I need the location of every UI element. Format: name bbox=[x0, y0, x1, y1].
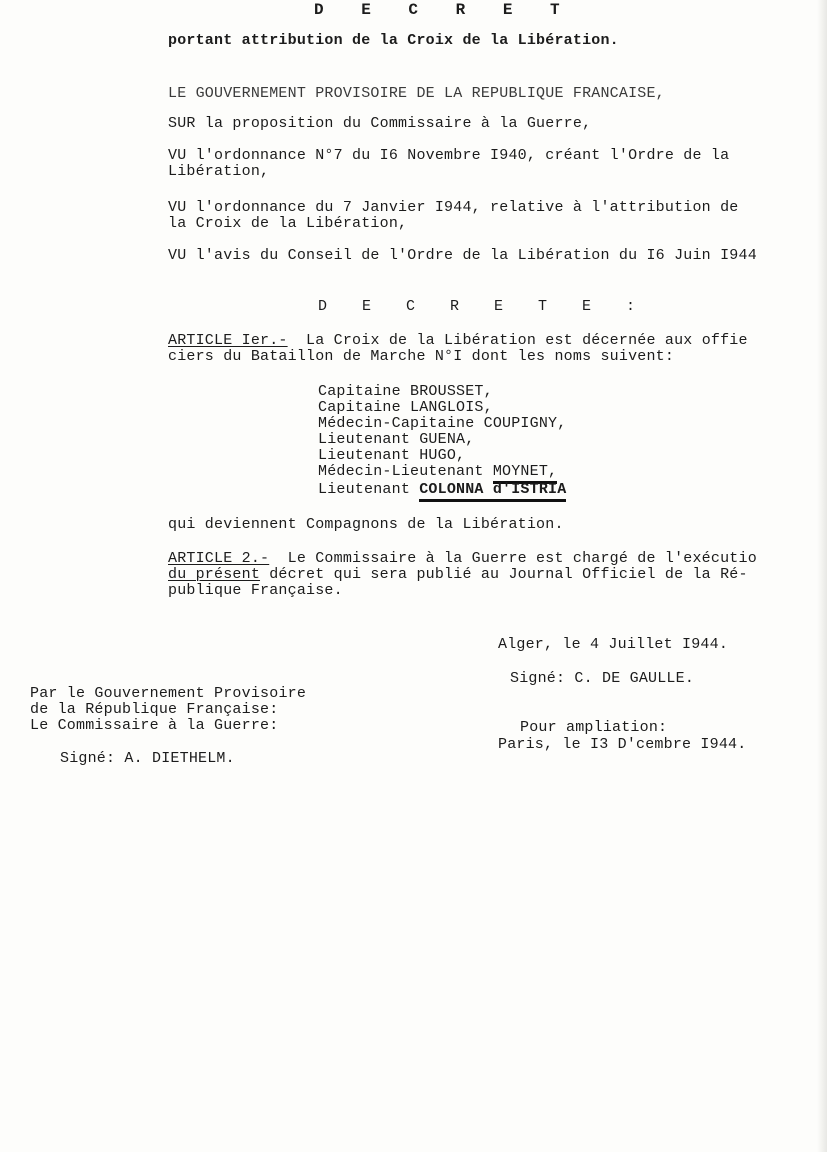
signature-de-gaulle: Signé: C. DE GAULLE. bbox=[510, 670, 695, 687]
article-2-text-1: Le Commissaire à la Guerre est chargé de l'exécutio bbox=[269, 550, 757, 567]
article-2-text-2: décret qui sera publié au Journal Officiel de la Ré- bbox=[260, 566, 748, 583]
name-langlois: Capitaine LANGLOIS, bbox=[318, 399, 493, 416]
name-hugo: Lieutenant HUGO, bbox=[318, 447, 466, 464]
article-2-line-2 bbox=[168, 567, 748, 583]
preamble-ordonnance-1940-cont: Libération, bbox=[168, 163, 270, 180]
preamble-government: LE GOUVERNEMENT PROVISOIRE DE LA REPUBLIQUE FRANCAISE, bbox=[168, 85, 665, 102]
left-block-line-1: Par le Gouvernement Provisoire bbox=[30, 685, 307, 702]
preamble-ordonnance-1944-cont: la Croix de la Libération, bbox=[168, 215, 408, 232]
page-edge-shadow bbox=[817, 0, 827, 1152]
article-2-label: ARTICLE 2.- bbox=[168, 550, 270, 567]
preamble-ordonnance-1944: VU l'ordonnance du 7 Janvier I944, relative à l'attribution de bbox=[168, 199, 739, 216]
decrete-heading: D E C R E T E : bbox=[318, 298, 649, 315]
ampliation-label: Pour ampliation: bbox=[520, 719, 668, 736]
article-2-line-3: publique Française. bbox=[168, 582, 343, 599]
preamble-proposition: SUR la proposition du Commissaire à la Guerre, bbox=[168, 115, 592, 132]
signature-diethelm: Signé: A. DIETHELM. bbox=[60, 750, 235, 767]
name-moynet-surname: MOYNET, bbox=[493, 463, 557, 484]
decree-title: D E C R E T bbox=[314, 1, 574, 19]
left-block-line-2: de la République Française: bbox=[30, 701, 279, 718]
name-coupigny: Médecin-Capitaine COUPIGNY, bbox=[318, 415, 567, 432]
paris-date: Paris, le I3 D'cembre I944. bbox=[498, 736, 747, 753]
left-block-line-3: Le Commissaire à la Guerre: bbox=[30, 717, 279, 734]
place-date-alger: Alger, le 4 Juillet I944. bbox=[498, 636, 729, 653]
article-1-line-1 bbox=[168, 333, 748, 349]
name-moynet-prefix: Médecin-Lieutenant bbox=[318, 463, 493, 480]
preamble-ordonnance-1940: VU l'ordonnance N°7 du I6 Novembre I940, créant l'Ordre de la bbox=[168, 147, 730, 164]
name-colonna-surname: COLONNA d'ISTRIA bbox=[419, 481, 566, 502]
article-2-underlined: du présent bbox=[168, 566, 261, 583]
preamble-avis-conseil: VU l'avis du Conseil de l'Ordre de la Libération du I6 Juin I944 bbox=[168, 247, 757, 264]
name-moynet bbox=[318, 464, 557, 480]
name-colonna-prefix: Lieutenant bbox=[318, 481, 420, 498]
article-1-label: ARTICLE Ier.- bbox=[168, 332, 288, 349]
companions-line: qui deviennent Compagnons de la Libération. bbox=[168, 516, 564, 533]
name-colonna bbox=[318, 482, 566, 498]
article-2-line-1 bbox=[168, 551, 757, 567]
name-brousset: Capitaine BROUSSET, bbox=[318, 383, 493, 400]
article-1-line-2: ciers du Bataillon de Marche N°I dont les noms suivent: bbox=[168, 348, 675, 365]
article-1-text-1: La Croix de la Libération est décernée aux offie bbox=[287, 332, 748, 349]
decree-subtitle: portant attribution de la Croix de la Libération. bbox=[168, 32, 619, 49]
name-guena: Lieutenant GUENA, bbox=[318, 431, 475, 448]
